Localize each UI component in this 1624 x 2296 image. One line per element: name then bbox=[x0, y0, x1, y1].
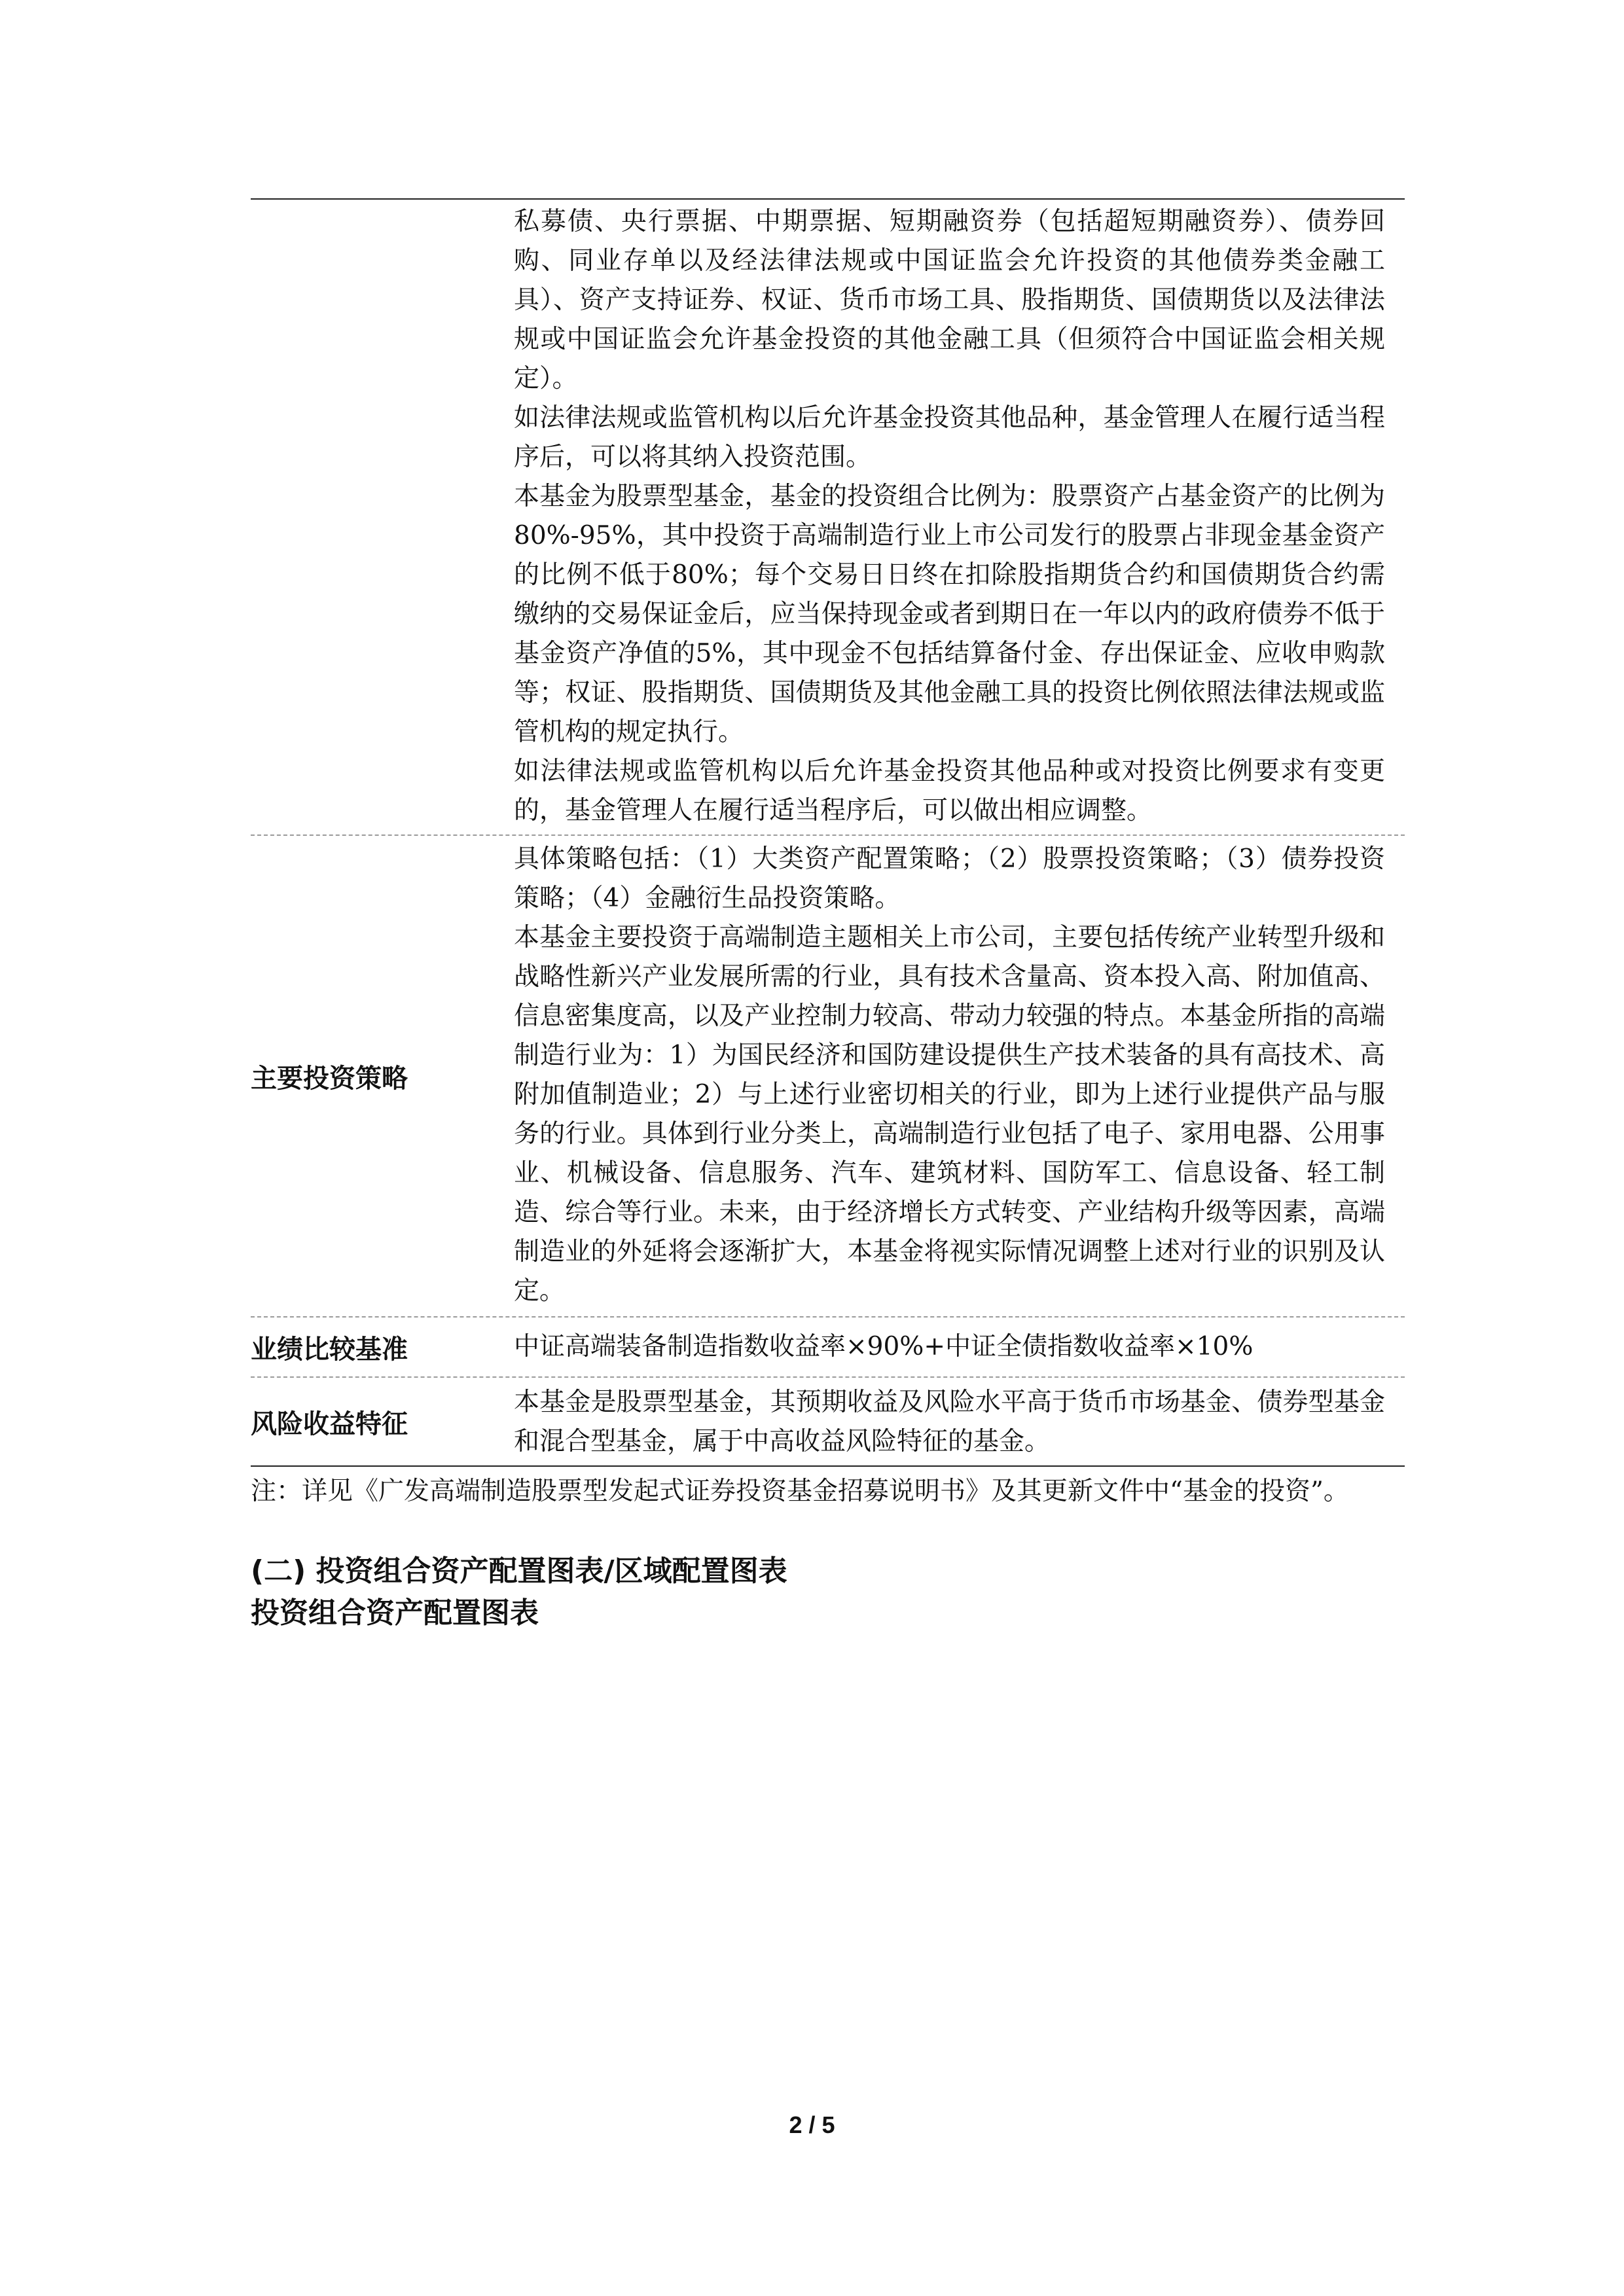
benchmark-label: 业绩比较基准 bbox=[251, 1334, 408, 1365]
benchmark-value: 中证高端装备制造指数收益率×90%+中证全债指数收益率×10% bbox=[514, 1332, 1254, 1361]
scope-paragraph: 本基金为股票型基金，基金的投资组合比例为：股票资产占基金资产的比例为80%-95%，其中投资于高端制造行业上市公司发行的股票占非现金基金资产的比例不低于80%；每个交易日日终在扣除股指期货合约和国债期货合约需缴纳的交易保证金后，应当保持现金或者到期日在一年以内的政府债券不低于基金资产净值的5%，其中现金不包括结算备付金、存出保证金、应收申购款等；权证、股指期货、国债期货及其他金融工具的投资比例依照法律法规或监管机构的规定执行。 bbox=[514, 482, 1385, 747]
strategy-content bbox=[514, 836, 1405, 1316]
sub-heading: 投资组合资产配置图表 bbox=[251, 1596, 539, 1630]
investment-scope-content bbox=[514, 200, 1405, 834]
strategy-label: 主要投资策略 bbox=[251, 1063, 408, 1094]
section-heading: (二) 投资组合资产配置图表/区域配置图表 bbox=[251, 1554, 787, 1588]
risk-value: 本基金是股票型基金，其预期收益及风险水平高于货币市场基金、债券型基金和混合型基金，属于中高收益风险特征的基金。 bbox=[514, 1388, 1385, 1456]
investment-scope-row bbox=[251, 200, 1405, 834]
table-note: 注：详见《广发高端制造股票型发起式证券投资基金招募说明书》及其更新文件中“基金的投资”。 bbox=[251, 1465, 1405, 1511]
risk-label: 风险收益特征 bbox=[251, 1408, 408, 1439]
scope-paragraph: 私募债、央行票据、中期票据、短期融资券（包括超短期融资券）、债券回购、同业存单以及经法律法规或中国证监会允许投资的其他债券类金融工具）、资产支持证券、权证、货币市场工具、股指期货、国债期货以及法律法规或中国证监会允许基金投资的其他金融工具（但须符合中国证监会相关规定）。 bbox=[514, 207, 1385, 393]
risk-row bbox=[251, 1376, 1405, 1465]
fund-info-sheet bbox=[251, 198, 1405, 1634]
investment-scope-label-cell bbox=[251, 200, 514, 834]
strategy-paragraph: 本基金主要投资于高端制造主题相关上市公司，主要包括传统产业转型升级和战略性新兴产业发展所需的行业，具有技术含量高、资本投入高、附加值高、信息密集度高，以及产业控制力较高、带动力较强的特点。本基金所指的高端制造行业为：1）为国民经济和国防建设提供生产技术装备的具有高技术、高附加值制造业；2）与上述行业密切相关的行业，即为上述行业提供产品与服务的行业。具体到行业分类上，高端制造行业包括了电子、家用电器、公用事业、机械设备、信息服务、汽车、建筑材料、国防军工、信息设备、轻工制造、综合等行业。未来，由于经济增长方式转变、产业结构升级等因素，高端制造业的外延将会逐渐扩大，本基金将视实际情况调整上述对行业的识别及认定。 bbox=[514, 923, 1385, 1306]
page-number: 2 / 5 bbox=[789, 2111, 835, 2138]
scope-paragraph: 如法律法规或监管机构以后允许基金投资其他品种，基金管理人在履行适当程序后，可以将其纳入投资范围。 bbox=[514, 403, 1385, 472]
benchmark-row bbox=[251, 1316, 1405, 1376]
scope-paragraph: 如法律法规或监管机构以后允许基金投资其他品种或对投资比例要求有变更的，基金管理人在履行适当程序后，可以做出相应调整。 bbox=[514, 757, 1385, 825]
strategy-row bbox=[251, 834, 1405, 1316]
strategy-paragraph: 具体策略包括：（1）大类资产配置策略；（2）股票投资策略；（3）债券投资策略；（4）金融衍生品投资策略。 bbox=[514, 844, 1385, 913]
